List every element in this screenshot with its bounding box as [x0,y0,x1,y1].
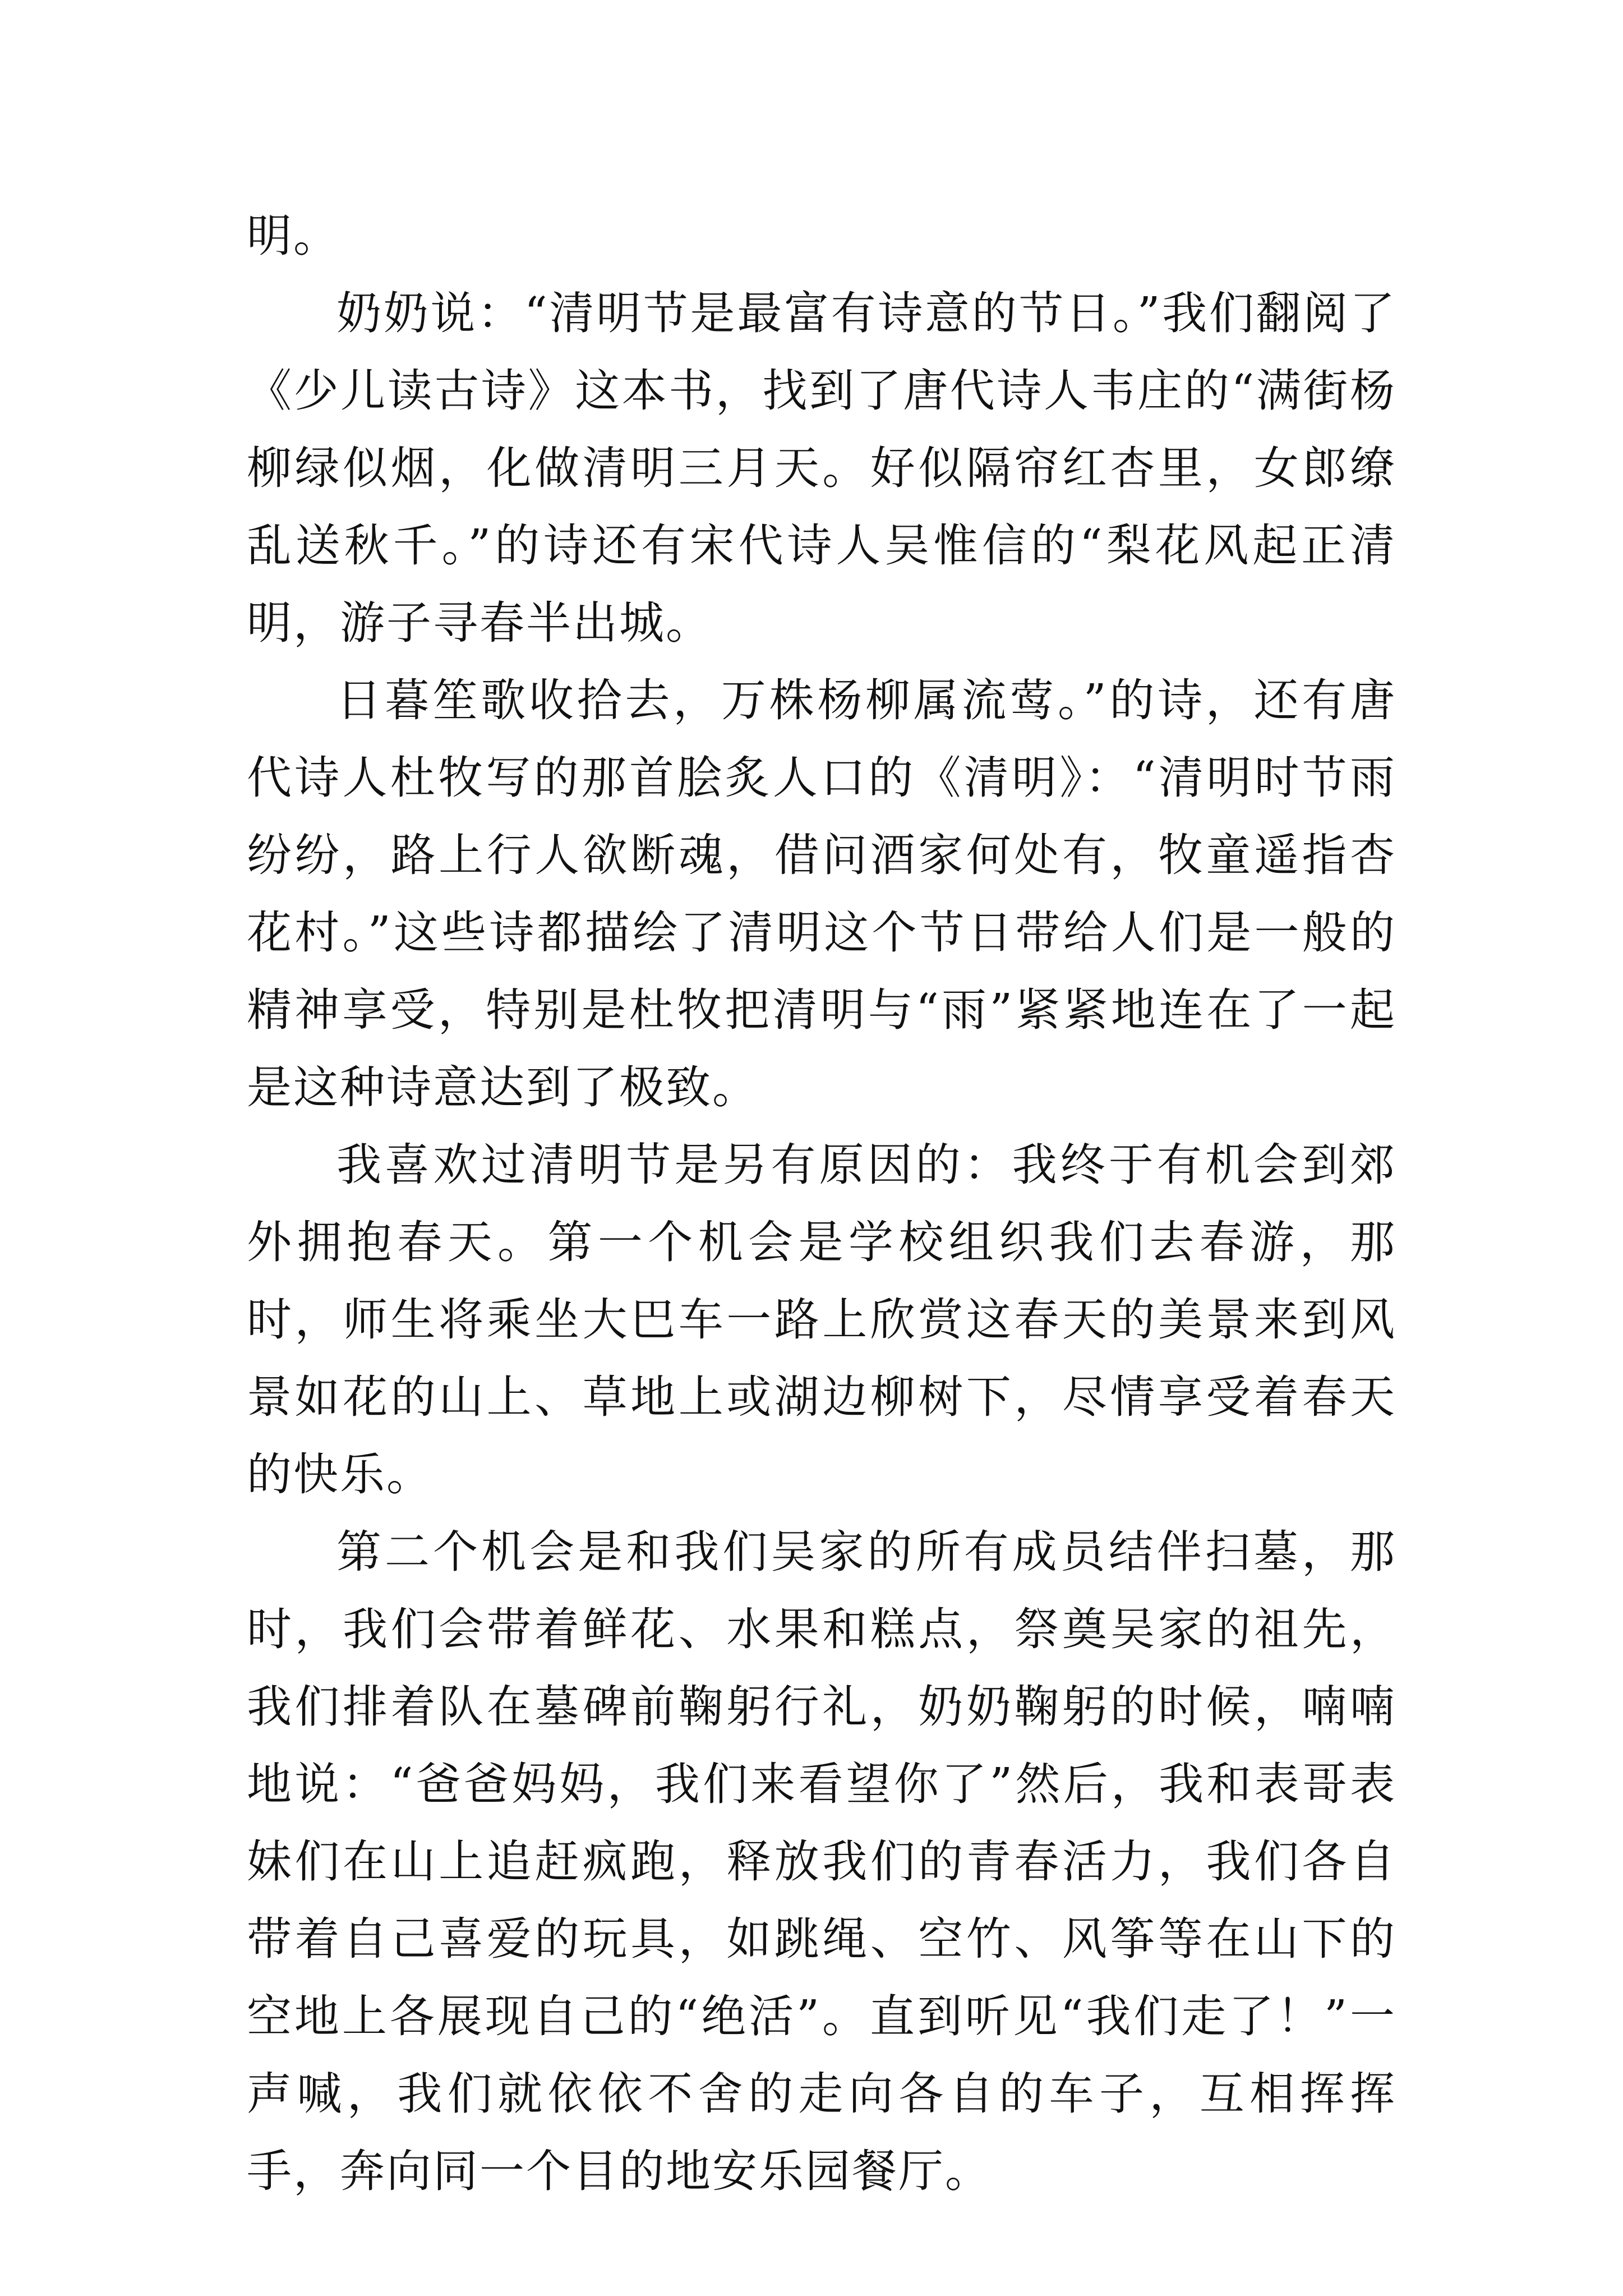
paragraph-poetic-festival: 奶奶说：“清明节是最富有诗意的节日。”我们翻阅了《少儿读古诗》这本书，找到了唐代诗人韦庄的“满街杨柳绿似烟，化做清明三月天。好似隔帘红杏里，女郎缭乱送秋千。”的诗还有宋代诗人吴惟信的“梨花风起正清明，游子寻春半出城。 [247,287,1396,649]
paragraph-continuation: 明。 [247,210,340,262]
paragraph-tomb-sweeping: 第二个机会是和我们吴家的所有成员结伴扫墓，那时，我们会带着鲜花、水果和糕点，祭奠吴家的祖先，我们排着队在墓碑前鞠躬行礼，奶奶鞠躬的时候，喃喃地说：“爸爸妈妈，我们来看望你了”然后，我和表哥表妹们在山上追赶疯跑，释放我们的青春活力，我们各自带着自己喜爱的玩具，如跳绳、空竹、风筝等在山下的空地上各展现自己的“绝活”。直到听见“我们走了！”一声喊，我们就依依不舍的走向各自的车子，互相挥挥手，奔向同一个目的地安乐园餐厅。 [247,1526,1396,2197]
document-body [247,197,1396,2210]
paragraph-spring-outing: 我喜欢过清明节是另有原因的：我终于有机会到郊外拥抱春天。第一个机会是学校组织我们去春游，那时，师生将乘坐大巴车一路上欣赏这春天的美景来到风景如花的山上、草地上或湖边柳树下，尽情享受着春天的快乐。 [247,1139,1396,1501]
paragraph-poems: 日暮笙歌收拾去，万株杨柳属流莺。”的诗，还有唐代诗人杜牧写的那首脍炙人口的《清明》：“清明时节雨纷纷，路上行人欲断魂，借问酒家何处有，牧童遥指杏花村。”这些诗都描绘了清明这个节日带给人们是一般的精神享受，特别是杜牧把清明与“雨”紧紧地连在了一起是这种诗意达到了极致。 [247,674,1396,1114]
